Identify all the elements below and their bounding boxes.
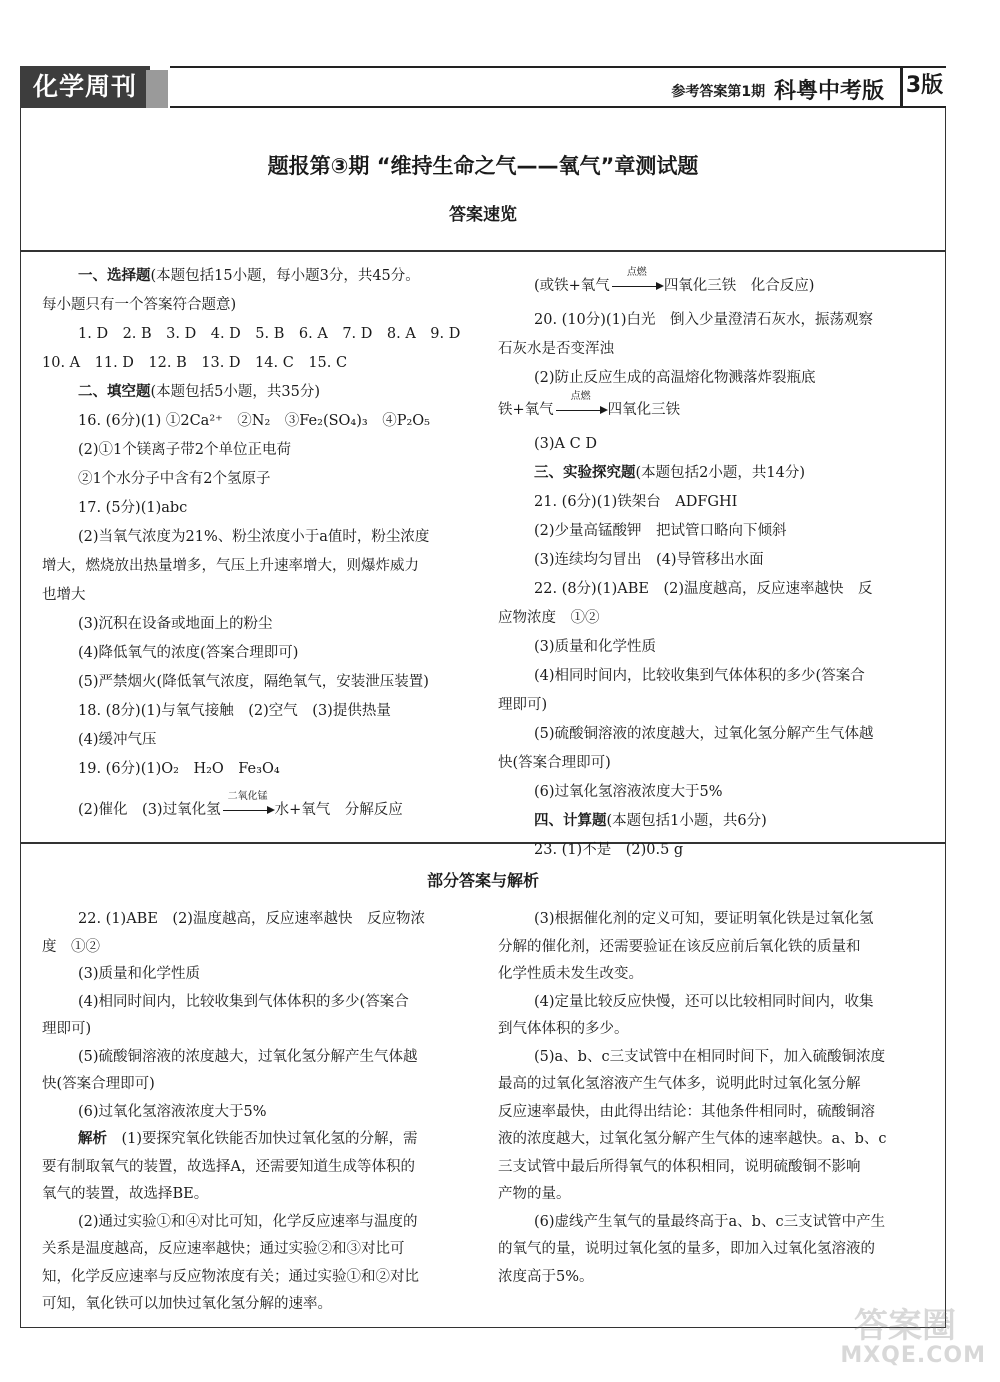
answers-left-column: [42, 262, 478, 784]
text-line: (2)通过实验①和④对比可知，化学反应速率与温度的: [78, 1213, 418, 1230]
text-line: 1. D 2. B 3. D 4. D 5. B 6. A 7. D 8. A 9. D: [78, 326, 461, 342]
text-line: 理即可): [42, 1021, 92, 1037]
text-line: 三支试管中最后所得氧气的体积相同，说明硫酸铜不影响: [498, 1158, 861, 1175]
text-line: 二、填空题(本题包括5小题，共35分): [78, 384, 320, 400]
text-line: 四、计算题(本题包括1小题，共6分): [534, 813, 767, 829]
reaction-arrow-icon: [556, 391, 606, 417]
equation-19: [78, 791, 478, 825]
text-line: 21. (6分)(1)铁架台 ADFGHI: [534, 494, 738, 510]
text-line: 到气体体积的多少。: [498, 1021, 629, 1037]
text-line: 22. (8分)(1)ABE (2)温度越高，反应速率越快 反: [534, 581, 873, 597]
equation-19-alt: [498, 267, 938, 301]
analysis-left-column: [42, 906, 478, 1319]
eq-right-text: 水+氧气 分解反应: [274, 802, 403, 818]
text-line: 一、选择题(本题包括15小题，每小题3分，共45分。: [78, 268, 420, 284]
text-line: 关系是温度越高，反应速率越快；通过实验②和③对比可: [42, 1241, 405, 1257]
text-line: 可知，氧化铁可以加快过氧化氢分解的速率。: [42, 1296, 332, 1312]
text-line: 每小题只有一个答案符合题意): [42, 297, 237, 313]
text-line: 解析 (1)要探究氧化铁能否加快过氧化氢的分解，需: [78, 1131, 418, 1147]
eq-condition: 二氧化锰: [227, 791, 268, 802]
answers-right-column-2: [498, 430, 938, 865]
eq-left-text: (2)催化 (3)过氧化氢: [78, 802, 221, 818]
divider-top: [20, 250, 946, 252]
section-heading: 二、填空题: [78, 384, 151, 400]
text-line: 理即可): [498, 697, 548, 713]
text-line: 反应速率最快，由此得出结论：其他条件相同时，硫酸铜溶: [498, 1103, 875, 1120]
text-line: 16. (6分)(1) ①2Ca²⁺ ②N₂ ③Fe₂(SO₄)₃ ④P₂O₅: [78, 413, 430, 429]
text-line: 最高的过氧化氢溶液产生气体多，说明此时过氧化氢分解: [498, 1076, 861, 1092]
text-line: 23. (1)不是 (2)0.5 g: [534, 842, 684, 858]
text-line: 应物浓度 ①②: [498, 610, 600, 626]
reaction-arrow-icon: [612, 267, 662, 293]
text-line: (6)虚线产生氧气的量最终高于a、b、c三支试管中产生: [534, 1213, 886, 1230]
analysis-right-column: [498, 906, 938, 1291]
text-line: 产物的量。: [498, 1186, 571, 1202]
eq-condition: 点燃: [626, 267, 647, 278]
text-line: 增大，燃烧放出热量增多，气压上升速率增大，则爆炸威力: [42, 558, 419, 574]
text-line: 快(答案合理即可): [498, 755, 611, 771]
text-line: 10. A 11. D 12. B 13. D 14. C 15. C: [42, 355, 348, 371]
text-line: 18. (8分)(1)与氧气接触 (2)空气 (3)提供热量: [78, 703, 391, 719]
section-heading: 一、选择题: [78, 268, 151, 284]
edition-name: 科粤中考版: [773, 79, 884, 104]
text-line: (2)当氧气浓度为21%、粉尘浓度小于a值时，粉尘浓度: [78, 529, 430, 545]
page-number: 3版: [900, 66, 946, 108]
text-line: (3)质量和化学性质: [534, 639, 657, 655]
text-line: (6)过氧化氢溶液浓度大于5%: [78, 1103, 267, 1120]
text-line: (5)硫酸铜溶液的浓度越大，过氧化氢分解产生气体越: [78, 1048, 418, 1065]
text-line: (5)a、b、c三支试管中在相同时间下，加入硫酸铜浓度: [534, 1048, 886, 1065]
text-line: (3)A C D: [534, 436, 597, 452]
section-heading: 三、实验探究题: [534, 465, 636, 481]
text-line: (3)根据催化剂的定义可知，要证明氧化铁是过氧化氢: [534, 911, 874, 927]
text-line: ②1个水分子中含有2个氢原子: [78, 471, 271, 487]
text-line: 要有制取氧气的装置，故选择A，还需要知道生成等体积的: [42, 1158, 415, 1175]
watermark-url: MXQE.COM: [840, 1343, 986, 1368]
section-heading: 解析: [78, 1131, 107, 1147]
text-line: 分解的催化剂，还需要验证在该反应前后氧化铁的质量和: [498, 938, 861, 955]
text-line: 快(答案合理即可): [42, 1076, 155, 1092]
text-line: 度 ①②: [42, 938, 100, 955]
text-line: 19. (6分)(1)O₂ H₂O Fe₃O₄: [78, 761, 280, 777]
text-line: (6)过氧化氢溶液浓度大于5%: [534, 784, 723, 800]
eq-condition: 点燃: [570, 391, 591, 402]
text-line: 浓度高于5%。: [498, 1268, 594, 1285]
text-line: 三、实验探究题(本题包括2小题，共14分): [534, 465, 805, 481]
text-line: (4)定量比较反应快慢，还可以比较相同时间内，收集: [534, 993, 874, 1010]
issue-info: [671, 74, 884, 105]
text-line: 知，化学反应速率与反应物浓度有关；通过实验①和②对比: [42, 1268, 419, 1285]
brand-logo: 化学周刊: [20, 66, 150, 108]
text-line: (3)连续均匀冒出 (4)导管移出水面: [534, 552, 764, 568]
eq-left-text: 铁+氧气: [498, 402, 554, 418]
text-line: 液的浓度越大，过氧化氢分解产生气体的速率越快。a、b、c: [498, 1131, 887, 1147]
text-line: 的氧气的量，说明过氧化氢的量多，即加入过氧化氢溶液的: [498, 1241, 875, 1257]
text-line: 氧气的装置，故选择BE。: [42, 1186, 209, 1202]
issue-number: 参考答案第1期: [671, 84, 766, 100]
text-line: 20. (10分)(1)白光 倒入少量澄清石灰水，振荡观察: [534, 312, 873, 328]
text-line: (4)相同时间内，比较收集到气体体积的多少(答案合: [78, 993, 409, 1010]
watermark-text: 答案圈: [854, 1306, 956, 1346]
text-line: (2)少量高锰酸钾 把试管口略向下倾斜: [534, 523, 787, 539]
text-line: (5)硫酸铜溶液的浓度越大，过氧化氢分解产生气体越: [534, 726, 874, 742]
watermark-logo: [796, 1298, 986, 1368]
section-heading: 四、计算题: [534, 813, 607, 829]
text-line: (4)降低氧气的浓度(答案合理即可): [78, 645, 299, 661]
header-top-rule: [170, 66, 946, 68]
brand-accent: [146, 70, 168, 108]
text-line: 也增大: [42, 587, 86, 603]
analysis-title: 部分答案与解析: [426, 871, 539, 890]
reaction-arrow-icon: [223, 791, 273, 817]
text-line: (3)质量和化学性质: [78, 966, 201, 982]
text-line: (5)严禁烟火(降低氧气浓度，隔绝氧气，安装泄压装置): [78, 674, 429, 690]
page-title: 题报第③期 “维持生命之气——氧气”章测试题: [267, 154, 699, 178]
text-line: 22. (1)ABE (2)温度越高，反应速率越快 反应物浓: [78, 911, 425, 927]
eq-left-text: (或铁+氧气: [534, 278, 610, 294]
page-header: [20, 66, 946, 108]
eq-right-text: 四氧化三铁: [607, 402, 681, 418]
equation-20: [498, 391, 938, 425]
text-line: 17. (5分)(1)abc: [78, 500, 188, 516]
text-line: (3)沉积在设备或地面上的粉尘: [78, 616, 273, 632]
text-line: (4)缓冲气压: [78, 732, 157, 748]
text-line: 化学性质未发生改变。: [498, 966, 643, 982]
text-line: (2)①1个镁离子带2个单位正电荷: [78, 442, 291, 458]
text-line: (4)相同时间内，比较收集到气体体积的多少(答案合: [534, 668, 865, 684]
answers-right-column: [498, 306, 938, 393]
answer-overview-title: 答案速览: [449, 205, 517, 225]
text-line: 石灰水是否变浑浊: [498, 341, 614, 357]
text-line: (2)防止反应生成的高温熔化物溅落炸裂瓶底: [534, 370, 816, 386]
eq-right-text: 四氧化三铁 化合反应): [663, 278, 815, 294]
